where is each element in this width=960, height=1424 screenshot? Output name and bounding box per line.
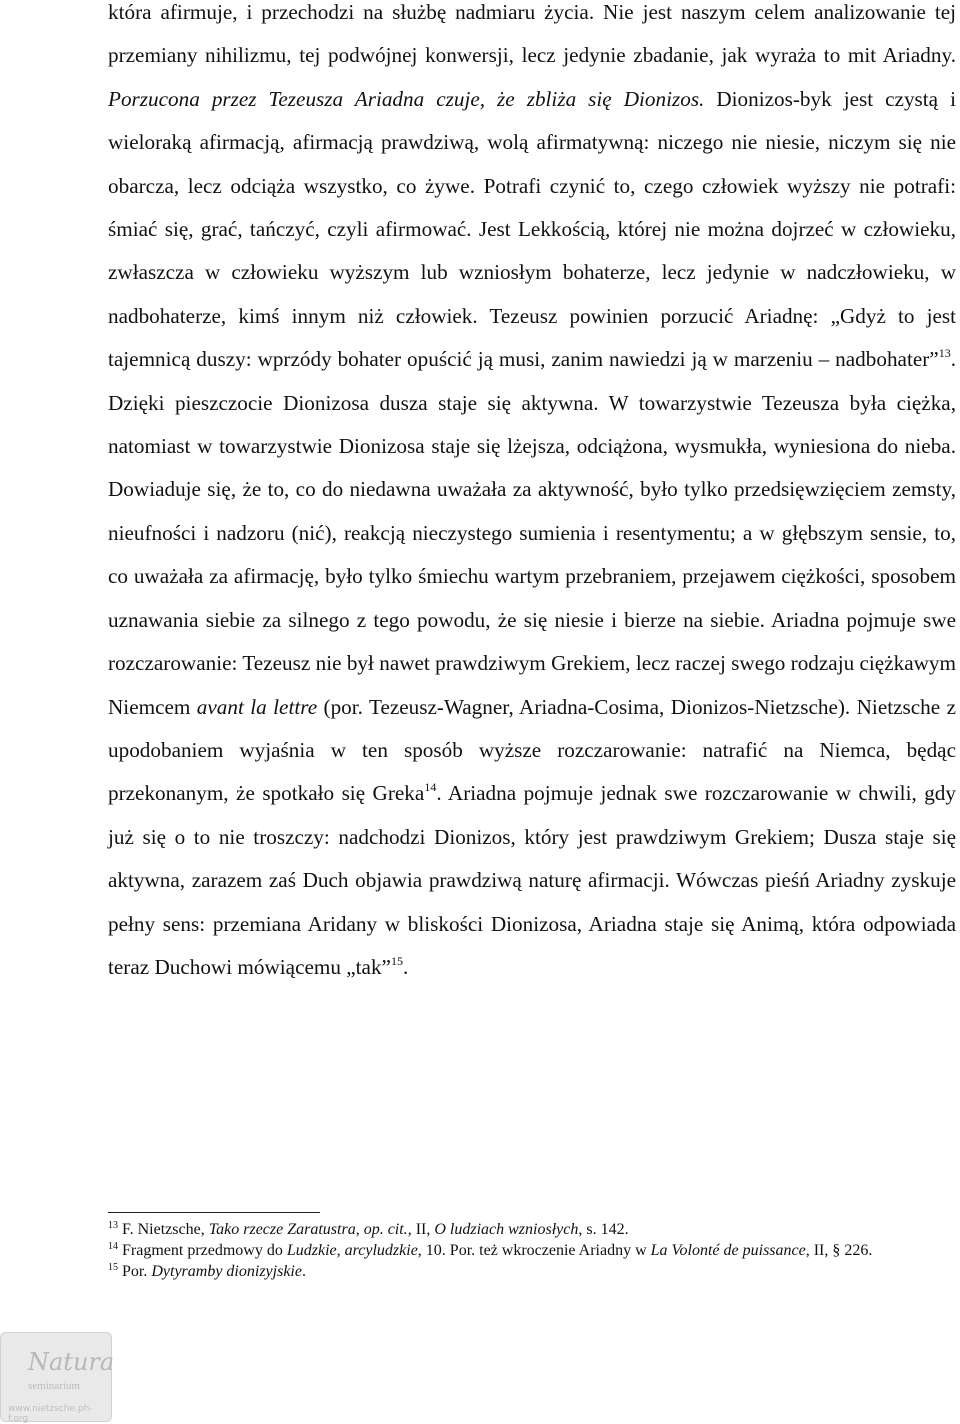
footnotes xyxy=(108,1220,956,1283)
footnote-number: 15 xyxy=(108,1262,118,1273)
body-text: (por. Tezeusz-Wagner, Ariadna-Cosima, Dionizos-Nietzsche). Nietzsche z upodobaniem wyjaśnia w ten sposób wyższe rozczarowanie: natrafić na Niemca, będąc przekonanym, że spotkało się Greka xyxy=(108,694,956,806)
watermark-logo xyxy=(0,1332,115,1424)
document-page xyxy=(108,0,956,989)
footnote-separator xyxy=(108,1212,320,1213)
body-italic-text: avant la lettre xyxy=(196,694,318,719)
footnote-text: F. Nietzsche, xyxy=(118,1221,209,1238)
body-text: Dionizos-byk jest czystą i wieloraką afirmacją, afirmacją prawdziwą, wolą afirmatywną: niczego nie niesie, niczym się nie obarcza, lecz odciąża wszystko, co żywe. Potrafi czynić to, czego człowiek wyższy nie potrafi: śmiać się, grać, tańczyć, czyli afirmować. Jest Lekkością, której nie można dojrzeć w człowieku, zwłaszcza w człowieku wyższym lub wzniosłym bohaterze, lecz jedynie w nadczłowieku, w nadbohaterze, kimś innym niż człowiek. Tezeusz powinien porzucić Ariadnę: „Gdyż to jest tajemnicą duszy: wprzódy bohater opuścić ją musi, zanim nawiedzi ją w marzeniu – nadbohater” xyxy=(108,86,956,372)
body-text: . Ariadna pojmuje jednak swe rozczarowanie w chwili, gdy już się o to nie troszczy: nadchodzi Dionizos, który jest prawdziwym Grekiem; Dusza staje się aktywna, zarazem zaś Duch objawia prawdziwą naturę afirmacji. Wówczas pieśń Ariadny zyskuje pełny sens: przemiana Aridany w bliskości Dionizosa, Ariadna staje się Animą, która odpowiada teraz Duchowi mówiącemu „tak” xyxy=(108,781,956,979)
footnote-title: O ludziach wzniosłych xyxy=(434,1221,579,1238)
footnote-ref-14[interactable]: 14 xyxy=(424,780,437,795)
footnote-italic: op. cit. xyxy=(363,1221,408,1238)
footnote-number: 13 xyxy=(108,1220,118,1231)
logo-subtitle: seminarium xyxy=(28,1380,80,1392)
body-text: . Dzięki pieszczocie Dionizosa dusza staje się aktywna. W towarzystwie Tezeusza była ciężka, natomiast w towarzystwie Dionizosa staje się lżejsza, odciążona, wysmukła, wyniesiona do nieba. Dowiaduje się, że to, co do niedawna uważała za aktywność, było tylko przedsięwzięciem zemsty, nieufności i nadzoru (nić), reakcją nieczystego sumienia i resentymentu; a w głębszym sensie, to, co uważała za afirmację, było tylko śmiechu wartym przebraniem, przejawem ciężkości, sposobem uznawania siebie za silnego z tego powodu, że się niesie i bierze na siebie. Ariadna pojmuje swe rozczarowanie: Tezeusz nie był nawet prawdziwym Grekiem, lecz raczej swego rodzaju ciężkawym Niemcem xyxy=(108,347,956,719)
footnote-13 xyxy=(108,1220,956,1239)
footnote-title: La Volonté de puissance xyxy=(650,1242,806,1259)
footnote-text: , s. 142. xyxy=(578,1221,629,1238)
footnote-15 xyxy=(108,1262,956,1281)
footnote-14 xyxy=(108,1241,956,1260)
logo-mark: Natura xyxy=(28,1348,115,1376)
logo-url: www.nietzsche.ph-f.org xyxy=(8,1404,93,1424)
body-paragraph xyxy=(108,0,956,989)
footnote-text: . xyxy=(301,1263,306,1280)
footnote-text: Fragment przedmowy do xyxy=(118,1242,287,1259)
footnote-text: , II, xyxy=(407,1221,435,1238)
body-italic-text: Porzucona przez Tezeusza Ariadna czuje, że zbliża się Dionizos. xyxy=(108,86,705,111)
footnote-text: , 10. Por. też wkroczenie Ariadny w xyxy=(417,1242,651,1259)
footnote-text: Por. xyxy=(118,1263,152,1280)
footnote-title: Tako rzecze Zaratustra xyxy=(208,1221,356,1238)
footnote-title: Ludzkie, arcyludzkie xyxy=(286,1242,418,1259)
footnote-text: , II, § 226. xyxy=(805,1242,873,1259)
footnote-text: , xyxy=(355,1221,364,1238)
footnote-ref-15[interactable]: 15 xyxy=(390,953,403,968)
footnote-ref-13[interactable]: 13 xyxy=(938,346,951,361)
body-text: która afirmuje, i przechodzi na służbę nadmiaru życia. Nie jest naszym celem analizowanie tej przemiany nihilizmu, tej podwójnej konwersji, lecz jedynie zbadanie, jak wyraża to mit Ariadny. xyxy=(108,0,956,68)
footnote-number: 14 xyxy=(108,1241,118,1252)
footnote-title: Dytyramby dionizyjskie xyxy=(151,1263,302,1280)
body-text: . xyxy=(402,954,409,979)
